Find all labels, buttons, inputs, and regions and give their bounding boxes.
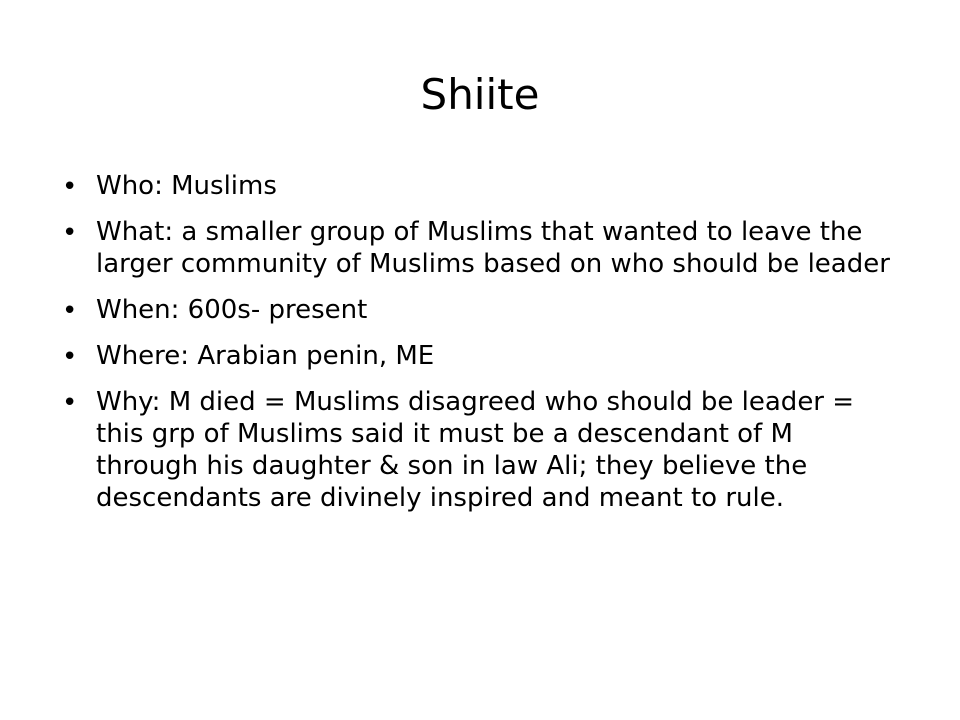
bullet-text: Where: Arabian penin, ME xyxy=(96,341,435,371)
bullet-list xyxy=(62,170,902,528)
bullet-text: What: a smaller group of Muslims that wanted to leave the larger community of Muslims based on who should be leader xyxy=(96,217,890,279)
bullet-item-why xyxy=(62,386,902,514)
bullet-item-when xyxy=(62,294,902,326)
bullet-dot-icon: • xyxy=(62,172,78,202)
bullet-item-what xyxy=(62,216,902,280)
bullet-item-where xyxy=(62,340,902,372)
bullet-dot-icon: • xyxy=(62,388,78,418)
bullet-text: Why: M died = Muslims disagreed who should be leader = this grp of Muslims said it must be a descendant of M through his daughter & son in law Ali; they believe the descendants are divinely inspired and meant to rule. xyxy=(96,387,855,513)
bullet-dot-icon: • xyxy=(62,218,78,248)
bullet-text: Who: Muslims xyxy=(96,171,277,201)
bullet-dot-icon: • xyxy=(62,342,78,372)
slide-title: Shiite xyxy=(420,70,540,119)
bullet-item-who xyxy=(62,170,902,202)
bullet-text: When: 600s- present xyxy=(96,295,368,325)
bullet-dot-icon: • xyxy=(62,296,78,326)
